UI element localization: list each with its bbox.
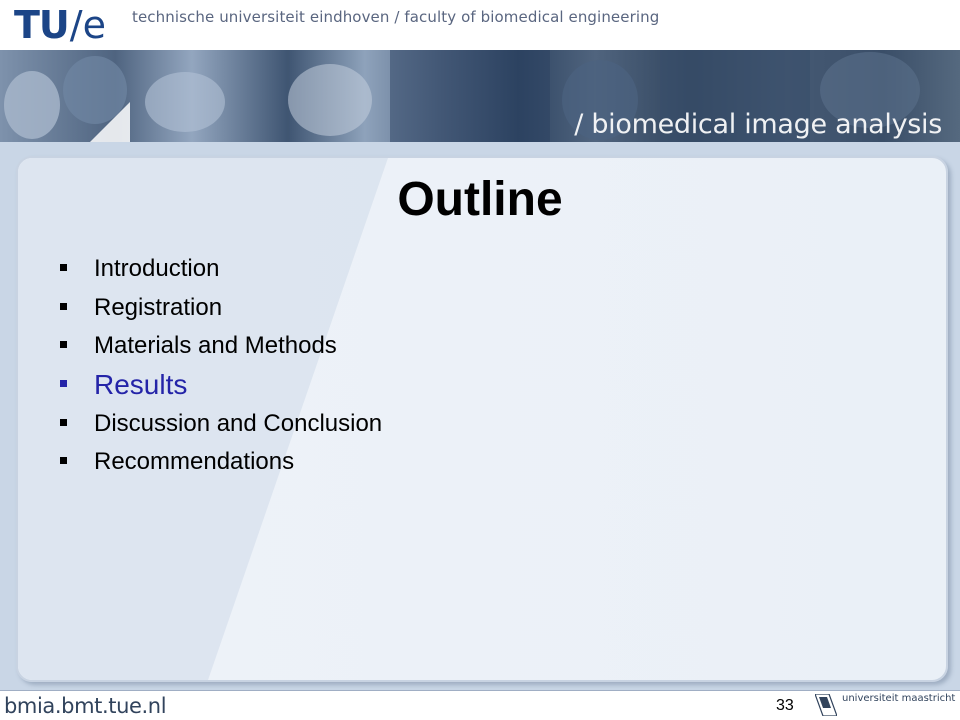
banner-title: / biomedical image analysis — [574, 109, 942, 140]
footer-divider — [0, 690, 960, 691]
square-bullet-icon — [60, 457, 67, 464]
square-bullet-icon — [60, 419, 67, 426]
outline-item-label: Recommendations — [94, 448, 295, 476]
outline-item-label: Registration — [94, 293, 223, 321]
tue-logo — [14, 2, 105, 48]
um-logo-icon — [815, 694, 837, 716]
square-bullet-icon — [60, 380, 67, 387]
outline-item-label: Results — [94, 369, 188, 401]
outline-item-label: Discussion and Conclusion — [94, 409, 383, 437]
header-tagline: technische universiteit eindhoven / faculty of biomedical engineering — [132, 8, 660, 26]
slide-title: Outline — [397, 173, 563, 226]
square-bullet-icon — [60, 303, 67, 310]
footer-url: bmia.bmt.tue.nl — [4, 694, 167, 718]
square-bullet-icon — [60, 264, 67, 271]
header — [0, 0, 960, 50]
square-bullet-icon — [60, 341, 67, 348]
um-label: universiteit maastricht — [842, 693, 956, 704]
outline-item-label: Materials and Methods — [94, 332, 337, 360]
tue-logo-slash: / — [69, 3, 82, 47]
slide-number: 33 — [776, 697, 794, 714]
tue-logo-tu: TU — [14, 3, 69, 47]
outline-item-label: Introduction — [94, 255, 220, 282]
tue-logo-e: e — [82, 3, 105, 47]
image-banner — [0, 50, 960, 142]
